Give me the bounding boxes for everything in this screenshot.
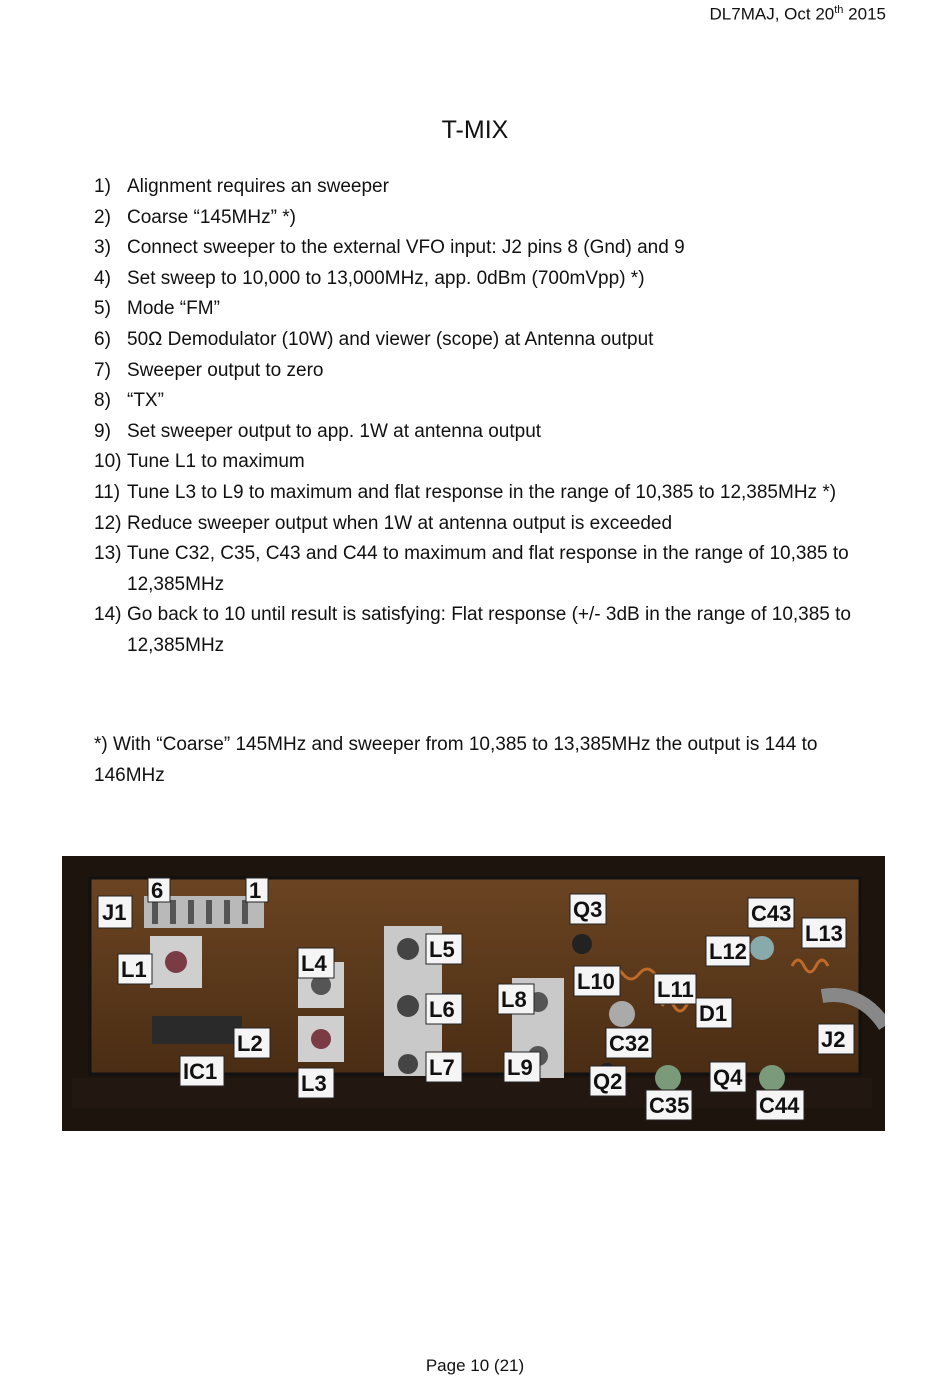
label-d1 [696, 998, 732, 1028]
header-date-suffix: th [834, 4, 844, 16]
header-year: 2015 [848, 4, 886, 24]
label-j1 [98, 896, 132, 928]
list-item: 9) Set sweeper output to app. 1W at antenna output [94, 420, 542, 442]
label-l11 [654, 974, 696, 1004]
list-item: 4) Set sweep to 10,000 to 13,000MHz, app. 0dBm (700mVpp) *) [94, 267, 645, 289]
svg-text:L2: L2 [237, 1031, 263, 1056]
label-l5 [426, 934, 462, 964]
svg-text:D1: D1 [699, 1001, 728, 1026]
label-l12 [706, 936, 750, 966]
svg-text:Q2: Q2 [593, 1069, 623, 1094]
list-item: 5) Mode “FM” [94, 298, 220, 320]
header-date: DL7MAJ, Oct 20 [709, 4, 835, 24]
label-c44 [756, 1090, 804, 1120]
list-item: 7) Sweeper output to zero [94, 359, 324, 381]
svg-text:C43: C43 [751, 901, 792, 926]
label-l10 [574, 966, 620, 996]
ic-chip [152, 1016, 242, 1044]
list-item: 11) Tune L3 to L9 to maximum and flat response in the range of 10,385 to 12,385MHz *) [94, 481, 837, 503]
svg-text:L10: L10 [577, 969, 615, 994]
page-title: T-MIX [441, 116, 509, 144]
alignment-steps [94, 172, 894, 662]
list-item: 14) Go back to 10 until result is satisfying: Flat response (+/- 3dB in the range of 10,385 to 12,385MHz [94, 604, 851, 656]
svg-text:L4: L4 [301, 951, 327, 976]
list-item: 6) 50Ω Demodulator (10W) and viewer (scope) at Antenna output [94, 328, 654, 350]
svg-text:C32: C32 [609, 1031, 650, 1056]
svg-text:Q3: Q3 [573, 897, 603, 922]
svg-text:L6: L6 [429, 997, 455, 1022]
svg-text:L5: L5 [429, 937, 455, 962]
svg-text:L9: L9 [507, 1055, 533, 1080]
label-q3 [570, 894, 606, 924]
svg-text:L12: L12 [709, 939, 747, 964]
svg-text:6: 6 [151, 878, 164, 903]
svg-text:Q4: Q4 [713, 1065, 743, 1090]
svg-text:J1: J1 [102, 900, 127, 925]
svg-text:IC1: IC1 [183, 1059, 218, 1084]
label-l9 [504, 1052, 540, 1082]
svg-text:C35: C35 [649, 1093, 690, 1118]
label-l8 [498, 984, 534, 1014]
label-c35 [646, 1090, 692, 1120]
svg-text:L13: L13 [805, 921, 843, 946]
board-photo [62, 856, 885, 1131]
label-q4 [710, 1062, 746, 1092]
footnote: *) With “Coarse” 145MHz and sweeper from 10,385 to 13,385MHz the output is 144 to 146MHz [94, 734, 818, 786]
label-q2 [590, 1066, 626, 1096]
label-l7 [426, 1052, 462, 1082]
label-pin1 [246, 878, 268, 903]
label-ic1 [180, 1056, 224, 1086]
page-header [710, 4, 886, 25]
svg-text:1: 1 [249, 878, 262, 903]
list-item: 10) Tune L1 to maximum [94, 451, 305, 473]
svg-text:C44: C44 [759, 1093, 800, 1118]
svg-text:L7: L7 [429, 1055, 455, 1080]
label-l4 [298, 948, 334, 978]
svg-text:L11: L11 [657, 977, 694, 1002]
list-item: 8) “TX” [94, 390, 164, 412]
list-item: 12) Reduce sweeper output when 1W at antenna output is exceeded [94, 512, 673, 534]
label-l3 [298, 1068, 334, 1098]
list-item: 1) Alignment requires an sweeper [94, 176, 389, 197]
svg-text:L3: L3 [301, 1071, 327, 1096]
list-item: 13) Tune C32, C35, C43 and C44 to maximum and flat response in the range of 10,385 to 12,385MHz [94, 543, 849, 595]
label-l1 [118, 954, 152, 984]
page-footer: Page 10 (21) [425, 1356, 525, 1375]
label-c32 [606, 1028, 652, 1058]
label-c43 [748, 898, 794, 928]
list-item: 3) Connect sweeper to the external VFO input: J2 pins 8 (Gnd) and 9 [94, 237, 685, 259]
label-l6 [426, 994, 462, 1024]
label-j2 [818, 1024, 854, 1054]
list-item: 2) Coarse “145MHz” *) [94, 206, 296, 228]
label-l2 [234, 1028, 270, 1058]
label-l13 [802, 918, 846, 948]
svg-text:L1: L1 [121, 957, 147, 982]
label-pin6 [148, 878, 170, 903]
svg-text:J2: J2 [821, 1027, 846, 1052]
svg-text:L8: L8 [501, 987, 527, 1012]
